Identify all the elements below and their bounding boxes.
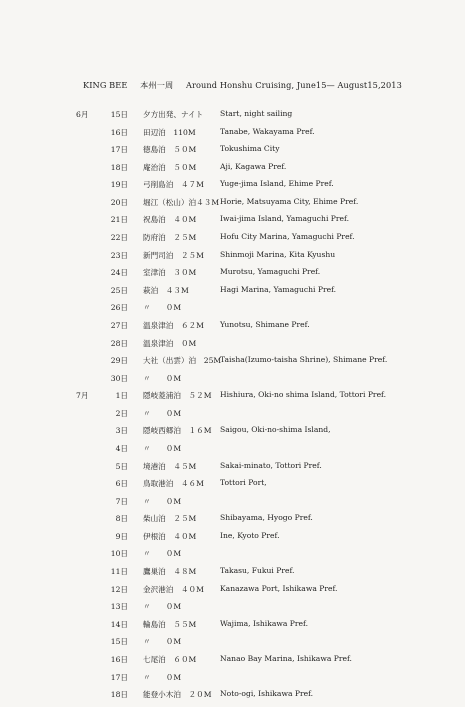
japanese-stop: 温泉津泊 ６２M bbox=[143, 320, 204, 330]
itinerary-row bbox=[0, 689, 465, 707]
itinerary-row bbox=[0, 654, 465, 672]
day-cell: 17日 bbox=[110, 145, 128, 155]
itinerary-row bbox=[0, 214, 465, 232]
itinerary-row bbox=[0, 144, 465, 162]
itinerary-row bbox=[0, 461, 465, 479]
day-cell: 23日 bbox=[110, 250, 128, 260]
japanese-stop: 夕方出発、ナイト bbox=[143, 110, 204, 119]
month-cell: 6月 bbox=[76, 110, 89, 119]
document-header bbox=[83, 80, 412, 91]
day-cell: 24日 bbox=[110, 268, 128, 278]
day-cell: 27日 bbox=[110, 320, 128, 330]
itinerary-row bbox=[0, 232, 465, 250]
day-cell: 22日 bbox=[110, 233, 128, 243]
day-cell: 15日 bbox=[110, 110, 128, 119]
day-cell: 3日 bbox=[115, 426, 128, 436]
day-cell: 12日 bbox=[110, 584, 128, 594]
day-cell: 4日 bbox=[115, 443, 128, 453]
day-cell: 14日 bbox=[110, 619, 128, 629]
japanese-stop: 堀江（松山）泊４３M bbox=[143, 197, 220, 207]
month-cell: 7月 bbox=[76, 391, 89, 401]
japanese-stop: 伊根泊 ４０M bbox=[143, 531, 197, 541]
english-stop: Noto-ogi, Ishikawa Pref. bbox=[220, 689, 314, 699]
itinerary-row bbox=[0, 197, 465, 215]
day-cell: 7日 bbox=[115, 496, 128, 506]
japanese-stop: 鷹巣泊 ４８M bbox=[143, 567, 197, 577]
japanese-stop: 金沢港泊 ４０M bbox=[143, 584, 204, 594]
day-cell: 16日 bbox=[110, 654, 128, 664]
japanese-stop: 七尾泊 ６０M bbox=[143, 654, 197, 664]
english-stop: Hishiura, Oki-no shima Island, Tottori Pref. bbox=[220, 390, 387, 400]
japanese-title: 本州一周 bbox=[140, 80, 174, 90]
itinerary-row bbox=[0, 496, 465, 514]
english-stop: Shibayama, Hyogo Pref. bbox=[220, 513, 313, 523]
japanese-stop: 弓削島泊 ４７M bbox=[143, 180, 204, 190]
itinerary-row bbox=[0, 250, 465, 268]
itinerary-row bbox=[0, 179, 465, 197]
english-stop: Nanao Bay Marina, Ishikawa Pref. bbox=[220, 653, 352, 663]
itinerary-row bbox=[0, 408, 465, 426]
english-stop: Saigou, Oki-no-shima Island, bbox=[220, 425, 331, 435]
day-cell: 16日 bbox=[110, 127, 128, 137]
english-stop: Tottori Port, bbox=[220, 478, 267, 488]
english-stop: Kanazawa Port, Ishikawa Pref. bbox=[220, 583, 338, 593]
english-stop: Murotsu, Yamaguchi Pref. bbox=[220, 267, 321, 277]
day-cell: 28日 bbox=[110, 338, 128, 348]
itinerary-row bbox=[0, 109, 465, 127]
japanese-stop: 〃 ０M bbox=[143, 637, 182, 647]
japanese-stop: 能登小木泊 ２０M bbox=[143, 690, 212, 700]
day-cell: 13日 bbox=[110, 602, 128, 612]
english-stop: Shinmoji Marina, Kita Kyushu bbox=[220, 249, 336, 259]
itinerary-row bbox=[0, 672, 465, 690]
day-cell: 25日 bbox=[110, 285, 128, 295]
japanese-stop: 〃 ０M bbox=[143, 408, 182, 418]
day-cell: 18日 bbox=[110, 162, 128, 172]
itinerary-row bbox=[0, 302, 465, 320]
day-cell: 2日 bbox=[115, 408, 128, 418]
day-cell: 30日 bbox=[110, 373, 128, 383]
japanese-stop: 隠岐菱浦泊 ５２M bbox=[143, 391, 212, 401]
itinerary-row bbox=[0, 390, 465, 408]
itinerary-row bbox=[0, 566, 465, 584]
english-stop: Ine, Kyoto Pref. bbox=[220, 530, 280, 540]
itinerary-row bbox=[0, 355, 465, 373]
english-stop: Yuge-jima Island, Ehime Pref. bbox=[220, 179, 334, 189]
japanese-stop: 徳島泊 ５０M bbox=[143, 145, 197, 155]
itinerary-row bbox=[0, 601, 465, 619]
japanese-stop: 温泉津泊 ０M bbox=[143, 338, 197, 348]
itinerary-row bbox=[0, 127, 465, 145]
itinerary-row bbox=[0, 619, 465, 637]
japanese-stop: 〃 ０M bbox=[143, 373, 182, 383]
japanese-stop: 萩泊 ４３M bbox=[143, 285, 189, 295]
itinerary-row bbox=[0, 338, 465, 356]
day-cell: 26日 bbox=[110, 303, 128, 313]
english-stop: Wajima, Ishikawa Pref. bbox=[220, 618, 308, 628]
english-stop: Sakai-minato, Tottori Pref. bbox=[220, 460, 322, 470]
english-stop: Takasu, Fukui Pref. bbox=[220, 566, 295, 576]
japanese-stop: 〃 ０M bbox=[143, 303, 182, 313]
itinerary-row bbox=[0, 425, 465, 443]
english-stop: Start, night sailing bbox=[220, 109, 293, 118]
japanese-stop: 新門司泊 ２５M bbox=[143, 250, 204, 260]
day-cell: 21日 bbox=[110, 215, 128, 225]
english-stop: Hagi Marina, Yamaguchi Pref. bbox=[220, 284, 337, 294]
day-cell: 6日 bbox=[115, 479, 128, 489]
japanese-stop: 庵治泊 ５０M bbox=[143, 162, 197, 172]
japanese-stop: 鳥取港泊 ４６M bbox=[143, 479, 204, 489]
itinerary-row bbox=[0, 162, 465, 180]
itinerary-row bbox=[0, 320, 465, 338]
japanese-stop: 境港泊 ４５M bbox=[143, 461, 197, 471]
japanese-stop: 〃 ０M bbox=[143, 443, 182, 453]
english-stop: Iwai-jima Island, Yamaguchi Pref. bbox=[220, 214, 349, 224]
day-cell: 8日 bbox=[115, 514, 128, 524]
itinerary-row bbox=[0, 584, 465, 602]
english-title: Around Honshu Cruising, June15— August15,2013 bbox=[186, 80, 402, 90]
boat-name: KING BEE bbox=[83, 80, 128, 90]
itinerary-list bbox=[0, 109, 465, 707]
japanese-stop: 大社（出雲）泊 25M bbox=[143, 356, 222, 366]
japanese-stop: 輪島泊 ５５M bbox=[143, 619, 197, 629]
japanese-stop: 柴山泊 ２５M bbox=[143, 514, 197, 524]
english-stop: Horie, Matsuyama City, Ehime Pref. bbox=[220, 196, 359, 206]
japanese-stop: 〃 ０M bbox=[143, 549, 182, 559]
day-cell: 29日 bbox=[110, 356, 128, 366]
day-cell: 19日 bbox=[110, 180, 128, 190]
day-cell: 1日 bbox=[115, 391, 128, 401]
japanese-stop: 〃 ０M bbox=[143, 496, 182, 506]
day-cell: 5日 bbox=[115, 461, 128, 471]
english-stop: Aji, Kagawa Pref. bbox=[220, 161, 287, 171]
itinerary-row bbox=[0, 443, 465, 461]
english-stop: Tokushima City bbox=[220, 144, 280, 154]
japanese-stop: 室津泊 ３０M bbox=[143, 268, 197, 278]
japanese-stop: 〃 ０M bbox=[143, 672, 182, 682]
japanese-stop: 田辺泊 110M bbox=[143, 127, 196, 137]
english-stop: Tanabe, Wakayama Pref. bbox=[220, 126, 315, 136]
day-cell: 10日 bbox=[110, 549, 128, 559]
itinerary-row bbox=[0, 531, 465, 549]
english-stop: Hofu City Marina, Yamaguchi Pref. bbox=[220, 232, 355, 242]
japanese-stop: 祝島泊 ４０M bbox=[143, 215, 197, 225]
itinerary-row bbox=[0, 285, 465, 303]
day-cell: 17日 bbox=[110, 672, 128, 682]
day-cell: 11日 bbox=[110, 567, 128, 577]
itinerary-row bbox=[0, 513, 465, 531]
itinerary-row bbox=[0, 636, 465, 654]
day-cell: 15日 bbox=[110, 637, 128, 647]
day-cell: 9日 bbox=[115, 531, 128, 541]
day-cell: 18日 bbox=[110, 690, 128, 700]
japanese-stop: 防府泊 ２５M bbox=[143, 233, 197, 243]
itinerary-row bbox=[0, 548, 465, 566]
day-cell: 20日 bbox=[110, 197, 128, 207]
itinerary-row bbox=[0, 373, 465, 391]
itinerary-row bbox=[0, 267, 465, 285]
japanese-stop: 隠岐西郷泊 １６M bbox=[143, 426, 212, 436]
english-stop: Taisha(Izumo-taisha Shrine), Shimane Pref. bbox=[220, 355, 388, 365]
itinerary-row bbox=[0, 478, 465, 496]
english-stop: Yunotsu, Shimane Pref. bbox=[220, 319, 310, 329]
japanese-stop: 〃 ０M bbox=[143, 602, 182, 612]
